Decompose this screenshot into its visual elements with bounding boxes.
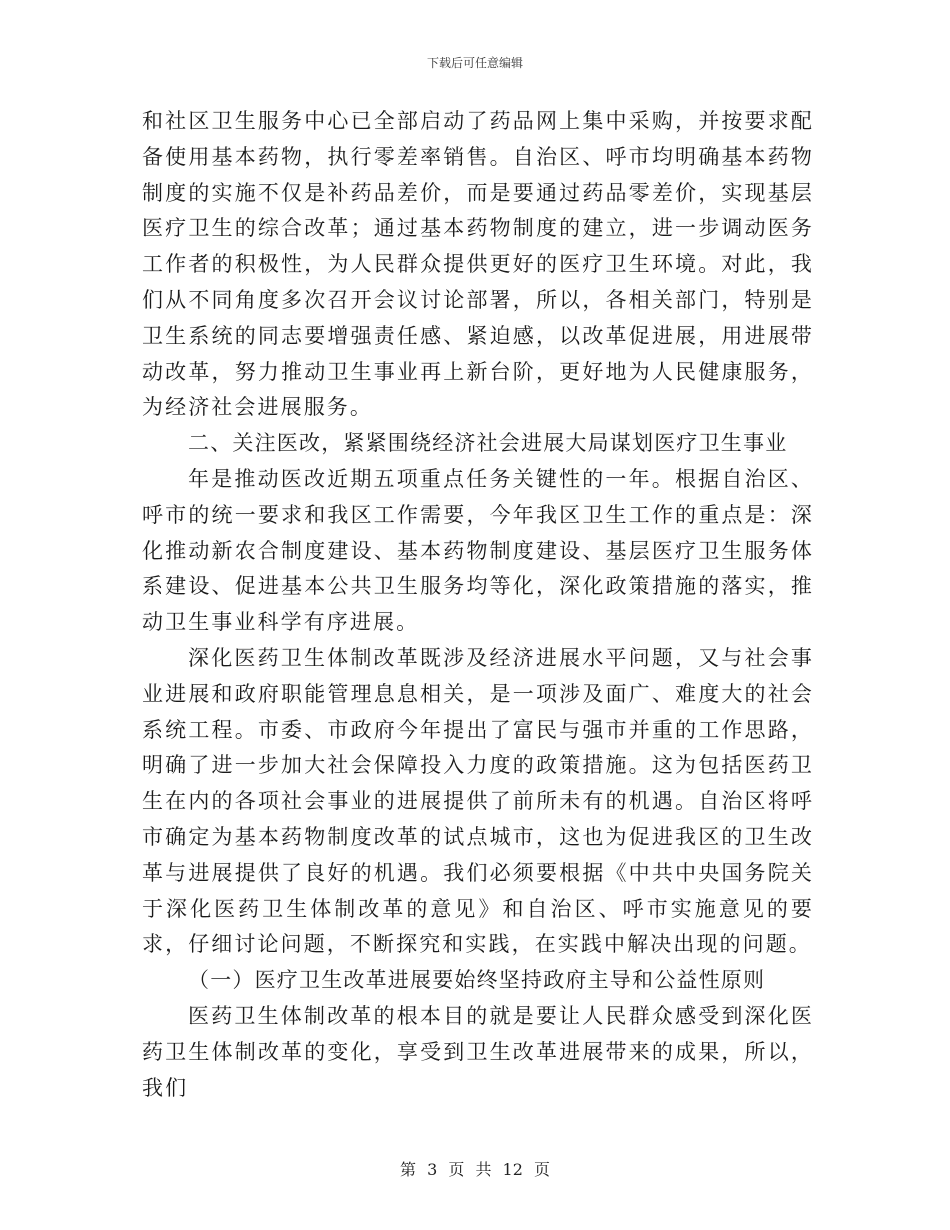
paragraph-continuation: 和社区卫生服务中心已全部启动了药品网上集中采购，并按要求配备使用基本药物，执行零差率销售。自治区、呼市均明确基本药物制度的实施不仅是补药品差价，而是要通过药品零差价，实现基层医疗卫生的综合改革；通过基本药物制度的建立，进一步调动医务工作者的积极性，为人民群众提供更好的医疗卫生环境。对此，我们从不同角度多次召开会议讨论部署，所以，各相关部门，特别是卫生系统的同志要增强责任感、紧迫感，以改革促进展，用进展带动改革，努力推动卫生事业再上新台阶，更好地为人民健康服务，为经济社会进展服务。 — [142, 109, 814, 420]
header-note: 下载后可任意编辑 — [426, 56, 523, 70]
paragraph-reform-context: 深化医药卫生体制改革既涉及经济进展水平问题，又与社会事业进展和政府职能管理息息相关，是一项涉及面广、难度大的社会系统工程。市委、市政府今年提出了富民与强市并重的工作思路，明确了进一步加大社会保障投入力度的政策措施。这为包括医药卫生在内的各项社会事业的进展提供了前所未有的机遇。自治区将呼市确定为基本药物制度改革的试点城市，这也为促进我区的卫生改革与进展提供了良好的机遇。我们必须要根据《中共中央国务院关于深化医药卫生体制改革的意见》和自治区、呼市实施意见的要求，仔细讨论问题，不断探究和实践，在实践中解决出现的问题。 — [142, 645, 814, 957]
page-number-footer: 第 3 页 共 12 页 — [400, 1160, 550, 1179]
section-heading-two: 二、关注医改，紧紧围绕经济社会进展大局谋划医疗卫生事业 — [188, 431, 788, 456]
paragraph-year-priorities: 年是推动医改近期五项重点任务关键性的一年。根据自治区、呼市的统一要求和我区工作需要，今年我区卫生工作的重点是：深化推动新农合制度建设、基本药物制度建设、基层医疗卫生服务体系建设、促进基本公共卫生服务均等化，深化政策措施的落实，推动卫生事业科学有序进展。 — [142, 466, 814, 635]
document-body — [142, 104, 814, 1106]
paragraph-reform-goal: 医药卫生体制改革的根本目的就是要让人民群众感受到深化医药卫生体制改革的变化，享受到卫生改革进展带来的成果，所以，我们 — [142, 1003, 814, 1100]
subsection-heading-one: （一）医疗卫生改革进展要始终坚持政府主导和公益性原则 — [188, 968, 766, 993]
